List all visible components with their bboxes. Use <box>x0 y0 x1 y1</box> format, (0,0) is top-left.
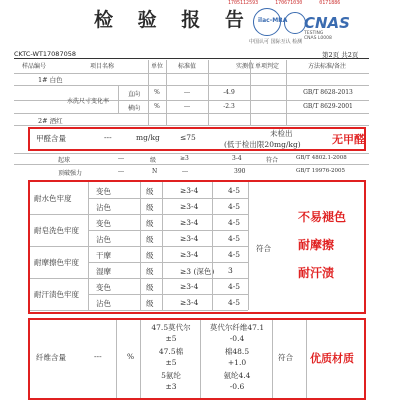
fastness-col-divider <box>140 182 141 310</box>
ilac-logo-text: ilac-MRA <box>258 17 288 24</box>
table-rule <box>14 73 369 74</box>
table-rule <box>14 113 369 114</box>
fiber-divider <box>306 320 307 398</box>
header-method: 方法标准/备注 <box>307 63 347 70</box>
fastness-val: 3 <box>228 266 233 275</box>
fastness-std: ≥3-4 <box>180 282 199 291</box>
header-sample: 样品编号 <box>21 63 46 70</box>
section-1-label: 1# 白色 <box>38 76 63 84</box>
fastness-item-label: 耐水色牢度 <box>34 194 72 203</box>
table-divider <box>250 60 251 125</box>
fastness-std: ≥3-4 <box>180 186 199 195</box>
fastness-val: 4-5 <box>228 234 241 243</box>
pilling-std: ≥3 <box>180 155 189 162</box>
fiber-divider <box>116 320 117 398</box>
fastness-sub-name: 沾色 <box>96 203 111 212</box>
fastness-col-divider <box>248 182 249 310</box>
burst-label: 顶破强力 <box>58 170 83 177</box>
fiber-judge: 符合 <box>278 353 293 362</box>
table-rule <box>14 153 369 154</box>
table-rule <box>14 164 369 165</box>
fastness-std: ≥3-4 <box>180 218 199 227</box>
ilac-logo-subtitle: 中国认可 国际互认 检测 <box>249 39 303 45</box>
table-divider <box>118 85 119 113</box>
fastness-std: ≥3-4 <box>180 250 199 259</box>
fastness-row-rule <box>88 198 248 199</box>
burst-std: --- <box>182 168 189 175</box>
fastness-val: 4-5 <box>228 218 241 227</box>
callout-fade-1: 不易褪色 <box>298 210 347 224</box>
shrink-long-std: --- <box>183 89 191 96</box>
fiber-label: 纤维含量 <box>36 353 66 362</box>
fastness-std: ≥3-4 <box>180 202 199 211</box>
serial-3: 0171886 <box>319 0 341 6</box>
fastness-judge: 符合 <box>256 244 271 253</box>
shrink-long-label: 直向 <box>127 91 140 98</box>
top-serial-strip <box>228 0 400 6</box>
fastness-sub-name: 变色 <box>96 283 111 292</box>
fastness-col-divider <box>162 182 163 310</box>
shrink-cross-unit: % <box>154 103 160 110</box>
shrink-cross-std: --- <box>183 103 191 110</box>
formaldehyde-std: ≤75 <box>180 133 196 142</box>
fastness-sub-name: 沾色 <box>96 299 111 308</box>
header-judge: 单项判定 <box>254 63 279 70</box>
fastness-val: 4-5 <box>228 250 241 259</box>
fastness-val: 4-5 <box>228 298 241 307</box>
fastness-std: ≥3-4 <box>180 298 199 307</box>
shrink-long-method: GB/T 8628-2013 <box>303 89 353 96</box>
fastness-unit: 级 <box>146 187 154 196</box>
pilling-judge: 符合 <box>266 157 279 164</box>
report-number: CKTC-WT17087058 <box>14 50 76 58</box>
shrink-long-unit: % <box>154 89 160 96</box>
fiber-std-line: ±3 <box>165 382 177 391</box>
fastness-row-rule <box>30 214 248 215</box>
fastness-col-divider <box>212 182 213 310</box>
fastness-row-rule <box>30 278 248 279</box>
fastness-col-divider <box>88 182 89 310</box>
fiber-dash: --- <box>94 352 102 361</box>
fiber-result-line: -0.4 <box>229 334 245 343</box>
callout-fade-3: 耐汗渍 <box>298 266 335 280</box>
fiber-std-line: ±5 <box>165 334 177 343</box>
burst-method: GB/T 19976-2005 <box>296 168 346 174</box>
serial-1: 1705112593 <box>228 0 259 6</box>
fastness-sub-name: 干摩 <box>96 251 111 260</box>
fastness-row-rule <box>30 246 248 247</box>
fastness-unit: 级 <box>146 299 154 308</box>
fastness-val: 4-5 <box>228 202 241 211</box>
formaldehyde-dash: --- <box>104 133 112 142</box>
serial-2: 170671030 <box>275 0 303 6</box>
fastness-unit: 级 <box>146 235 154 244</box>
cnas-sub-line-2: CNAS L0008 <box>304 36 332 41</box>
fiber-std-line: 5氨纶 <box>161 371 181 380</box>
fastness-unit: 级 <box>146 251 154 260</box>
header-standard: 标准值 <box>177 63 196 70</box>
formaldehyde-unit: mg/kg <box>136 133 160 142</box>
shrink-cross-label: 横向 <box>127 105 140 112</box>
callout-quality: 优质材质 <box>310 352 354 365</box>
fiber-divider <box>200 320 201 398</box>
callout-no-formaldehyde: 无甲醛 <box>332 133 365 146</box>
shrink-cross-val: -2.3 <box>223 103 235 110</box>
section-2-label: 2# 酒红 <box>38 117 63 125</box>
page-number: 第2页 共2页 <box>322 51 359 59</box>
fiber-unit: % <box>127 352 135 361</box>
shrink-cross-method: GB/T 8629-2001 <box>303 103 353 110</box>
fastness-row-rule <box>88 294 248 295</box>
fastness-item-label: 耐摩擦色牢度 <box>34 258 79 267</box>
fastness-val: 4-5 <box>228 282 241 291</box>
fiber-result-line: +1.0 <box>227 358 247 367</box>
formaldehyde-result-2: (低于检出限20mg/kg) <box>224 140 301 149</box>
burst-dash: --- <box>118 168 125 175</box>
formaldehyde-label: 甲醛含量 <box>36 134 66 143</box>
header-result: 实测值 <box>235 63 254 70</box>
fastness-val: 4-5 <box>228 186 241 195</box>
fastness-unit: 级 <box>146 283 154 292</box>
burst-val: 390 <box>234 168 246 175</box>
fiber-std-line: 47.5莫代尔 <box>151 323 191 332</box>
pilling-label: 起球 <box>58 157 71 164</box>
fastness-sub-name: 变色 <box>96 187 111 196</box>
report-title: 检 验 报 告 <box>94 9 253 31</box>
formaldehyde-result-1: 未检出 <box>270 129 293 138</box>
callout-fade-2: 耐摩擦 <box>298 238 335 252</box>
fastness-std: ≥3 (深色) <box>180 267 215 276</box>
header-rule <box>14 58 369 59</box>
fastness-sub-name: 变色 <box>96 219 111 228</box>
burst-unit: N <box>152 168 158 175</box>
table-divider <box>286 60 287 125</box>
fiber-result-line: 棉48.5 <box>224 347 250 356</box>
fastness-unit: 级 <box>146 219 154 228</box>
fiber-result-line: 莫代尔纤维47.1 <box>209 323 265 332</box>
fiber-result-line: -0.6 <box>229 382 245 391</box>
cnas-logo-icon <box>284 12 306 34</box>
shrink-label: 水洗尺寸变化率 <box>66 98 109 105</box>
pilling-dash: --- <box>118 155 125 162</box>
fiber-divider <box>272 320 273 398</box>
shrink-long-val: -4.9 <box>223 89 235 96</box>
fastness-std: ≥3-4 <box>180 234 199 243</box>
fastness-sub-name: 湿摩 <box>96 267 111 276</box>
fastness-item-label: 耐皂洗色牢度 <box>34 226 79 235</box>
table-rule <box>14 85 369 86</box>
fastness-sub-name: 沾色 <box>96 235 111 244</box>
cnas-logo-subtitle <box>304 31 332 41</box>
fiber-result-line: 氨纶4.4 <box>223 371 251 380</box>
cnas-logo-text: CNAS <box>304 14 350 32</box>
header-item: 项目名称 <box>89 63 114 70</box>
fastness-item-label: 耐汗渍色牢度 <box>34 290 79 299</box>
fastness-row-rule <box>88 230 248 231</box>
pilling-method: GB/T 4802.1-2008 <box>296 155 347 161</box>
fiber-std-line: ±5 <box>165 358 177 367</box>
table-rule <box>14 125 369 126</box>
fiber-divider <box>140 320 141 398</box>
fiber-std-line: 47.5棉 <box>158 347 184 356</box>
pilling-val: 3-4 <box>232 155 242 162</box>
header-unit: 单位 <box>150 63 163 70</box>
fastness-unit: 级 <box>146 267 154 276</box>
fastness-unit: 级 <box>146 203 154 212</box>
fastness-row-rule <box>30 310 248 311</box>
cnas-sub-line-1: TESTING <box>304 31 324 36</box>
pilling-unit: 级 <box>150 157 157 164</box>
fastness-row-rule <box>88 262 248 263</box>
formaldehyde-highlight-box <box>28 127 366 151</box>
